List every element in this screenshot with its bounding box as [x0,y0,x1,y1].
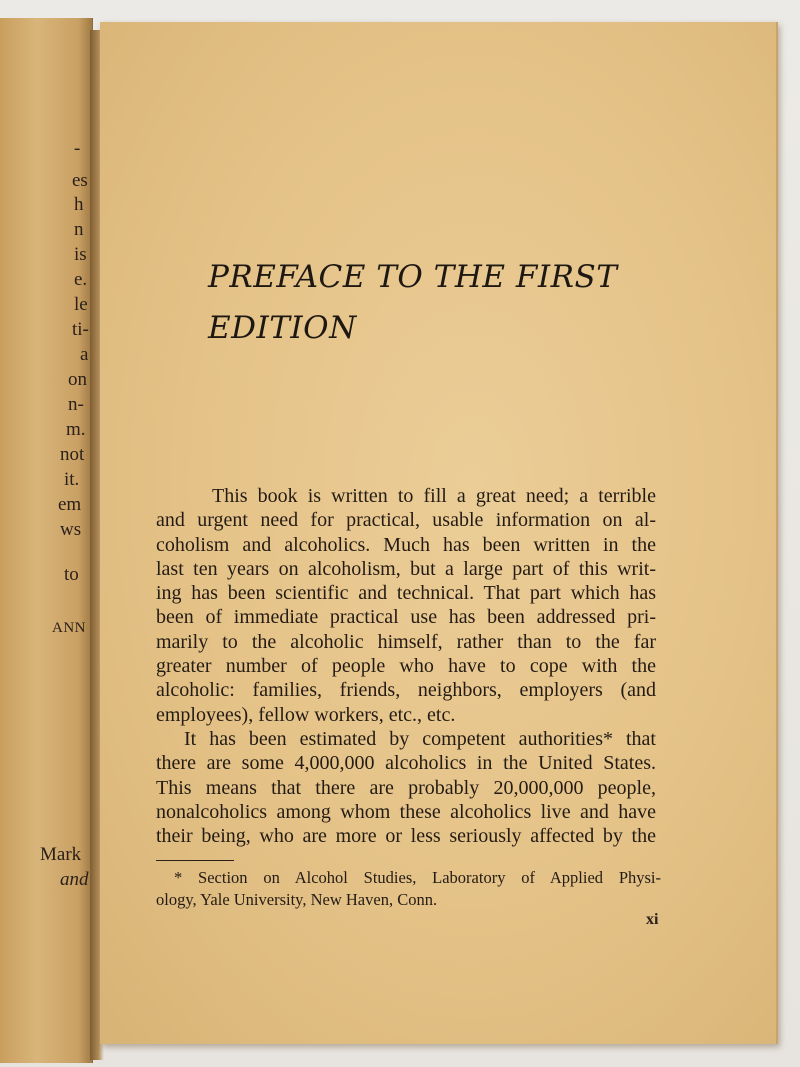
left-page-fragment: Mark [40,844,82,865]
body-line: This book is written to fill a great need; a terrible [212,485,656,507]
right-page [100,22,778,1044]
footnote-line: * Section on Alcohol Studies, Laboratory of Applied Physi- [174,868,661,887]
left-page-fragment: h [74,194,84,215]
left-page-fragment: es [72,170,88,191]
page-title [208,252,668,354]
body-line: This means that there are probably 20,000,000 people, [156,776,656,799]
body-line: last ten years on alcoholism, but a large part of this writ- [156,557,656,580]
page-title-line: EDITION [208,310,357,346]
left-page-fragment: not [60,444,85,465]
body-line: It has been estimated by competent authorities* that [184,727,656,750]
body-line: alcoholic: families, friends, neighbors, employers (and [156,679,656,702]
left-facing-page [0,18,93,1063]
footnote [156,867,661,911]
body-line: ing has been scientific and technical. That part which has [156,582,656,605]
footnote-divider [156,860,234,861]
left-page-fragment: n- [68,394,84,415]
left-page-fragment: ws [60,519,82,540]
body-line: their being, who are more or less seriously affected by the [156,825,656,848]
body-line: nonalcoholics among whom these alcoholics live and have [156,800,656,823]
body-line: employees), fellow workers, etc., etc. [156,703,456,726]
left-page-fragment: - [74,138,81,159]
left-page-fragment: a [80,344,89,365]
left-page-fragment: ti- [72,319,89,340]
left-page-fragment: le [74,294,88,315]
left-page-fragment: is [74,244,87,265]
left-page-fragment: to [64,564,79,585]
preface-body [156,484,656,848]
left-page-fragment: em [58,494,82,515]
left-page-fragment: m. [66,419,86,440]
body-line: greater number of people who have to cope with the [156,655,656,678]
left-page-fragment: it. [64,469,80,490]
body-line: and urgent need for practical, usable information on al- [156,509,656,532]
left-page-fragment: ANN [52,620,86,636]
left-page-fragment: and [60,869,89,890]
body-line: been of immediate practical use has been addressed pri- [156,606,656,629]
page-number: xi [646,911,659,928]
left-page-fragment: e. [74,269,88,290]
left-page-fragment: n [74,219,84,240]
body-line: coholism and alcoholics. Much has been written in the [156,533,656,556]
footnote-line: ology, Yale University, New Haven, Conn. [156,890,438,909]
body-line: marily to the alcoholic himself, rather than to the far [156,630,656,653]
body-line: there are some 4,000,000 alcoholics in the United States. [156,752,656,775]
left-page-fragment: on [68,369,87,390]
page-title-line: PREFACE TO THE FIRST [208,259,618,295]
